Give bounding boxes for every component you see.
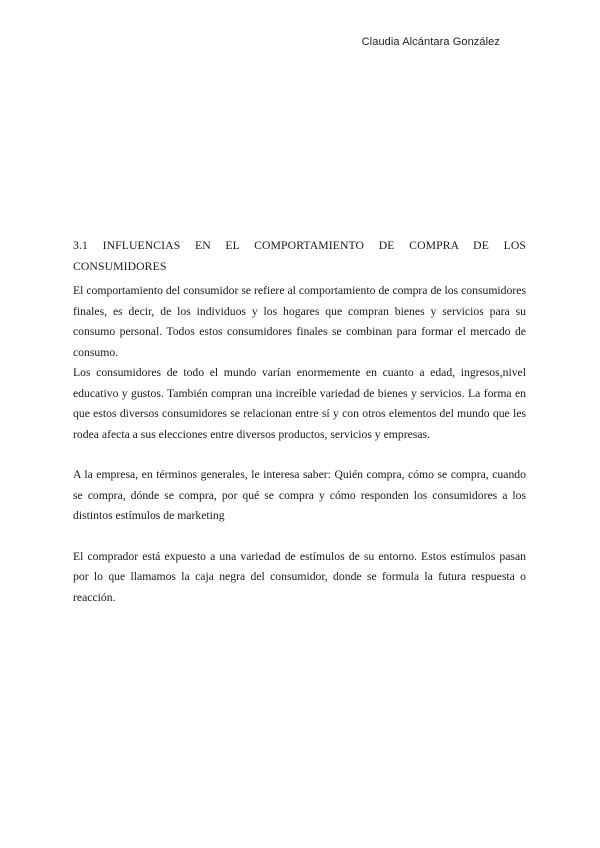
paragraph-company-interest: A la empresa, en términos generales, le interesa saber: Quién compra, cómo se compra, cuando se compra, dónde se compra, por qué se compra y cómo responden los consumidores a los distintos estímulos de marketing bbox=[73, 468, 526, 522]
paragraph-consumer-diversity: Los consumidores de todo el mundo varían enormemente en cuanto a edad, ingresos,nivel educativo y gustos. También compran una increíble variedad de bienes y servicios. La forma en que estos diversos consumidores se relacionan entre sí y con otros elementos del mundo que les rodea afecta a sus elecciones entre diversos productos, servicios y empresas. bbox=[73, 366, 526, 441]
document-body bbox=[73, 236, 526, 608]
paragraph-spacer bbox=[73, 445, 526, 465]
paragraph-buyer-stimuli: El comprador está expuesto a una variedad de estímulos de su entorno. Estos estímulos pasan por lo que llamamos la caja negra del consumidor, donde se formula la futura respuesta o reacción. bbox=[73, 549, 526, 604]
section-heading: 3.1 INFLUENCIAS EN EL COMPORTAMIENTO DE COMPRA DE LOS CONSUMIDORES bbox=[73, 239, 526, 273]
page-header-author: Claudia Alcántara González bbox=[361, 36, 500, 48]
paragraph-spacer bbox=[73, 527, 526, 547]
paragraph-consumer-behavior: El comportamiento del consumidor se refiere al comportamiento de compra de los consumidores finales, es decir, de los individuos y los hogares que compran bienes y servicios para su consumo personal. Todos estos consumidores finales se combinan para formar el mercado de consumo. bbox=[73, 284, 526, 359]
